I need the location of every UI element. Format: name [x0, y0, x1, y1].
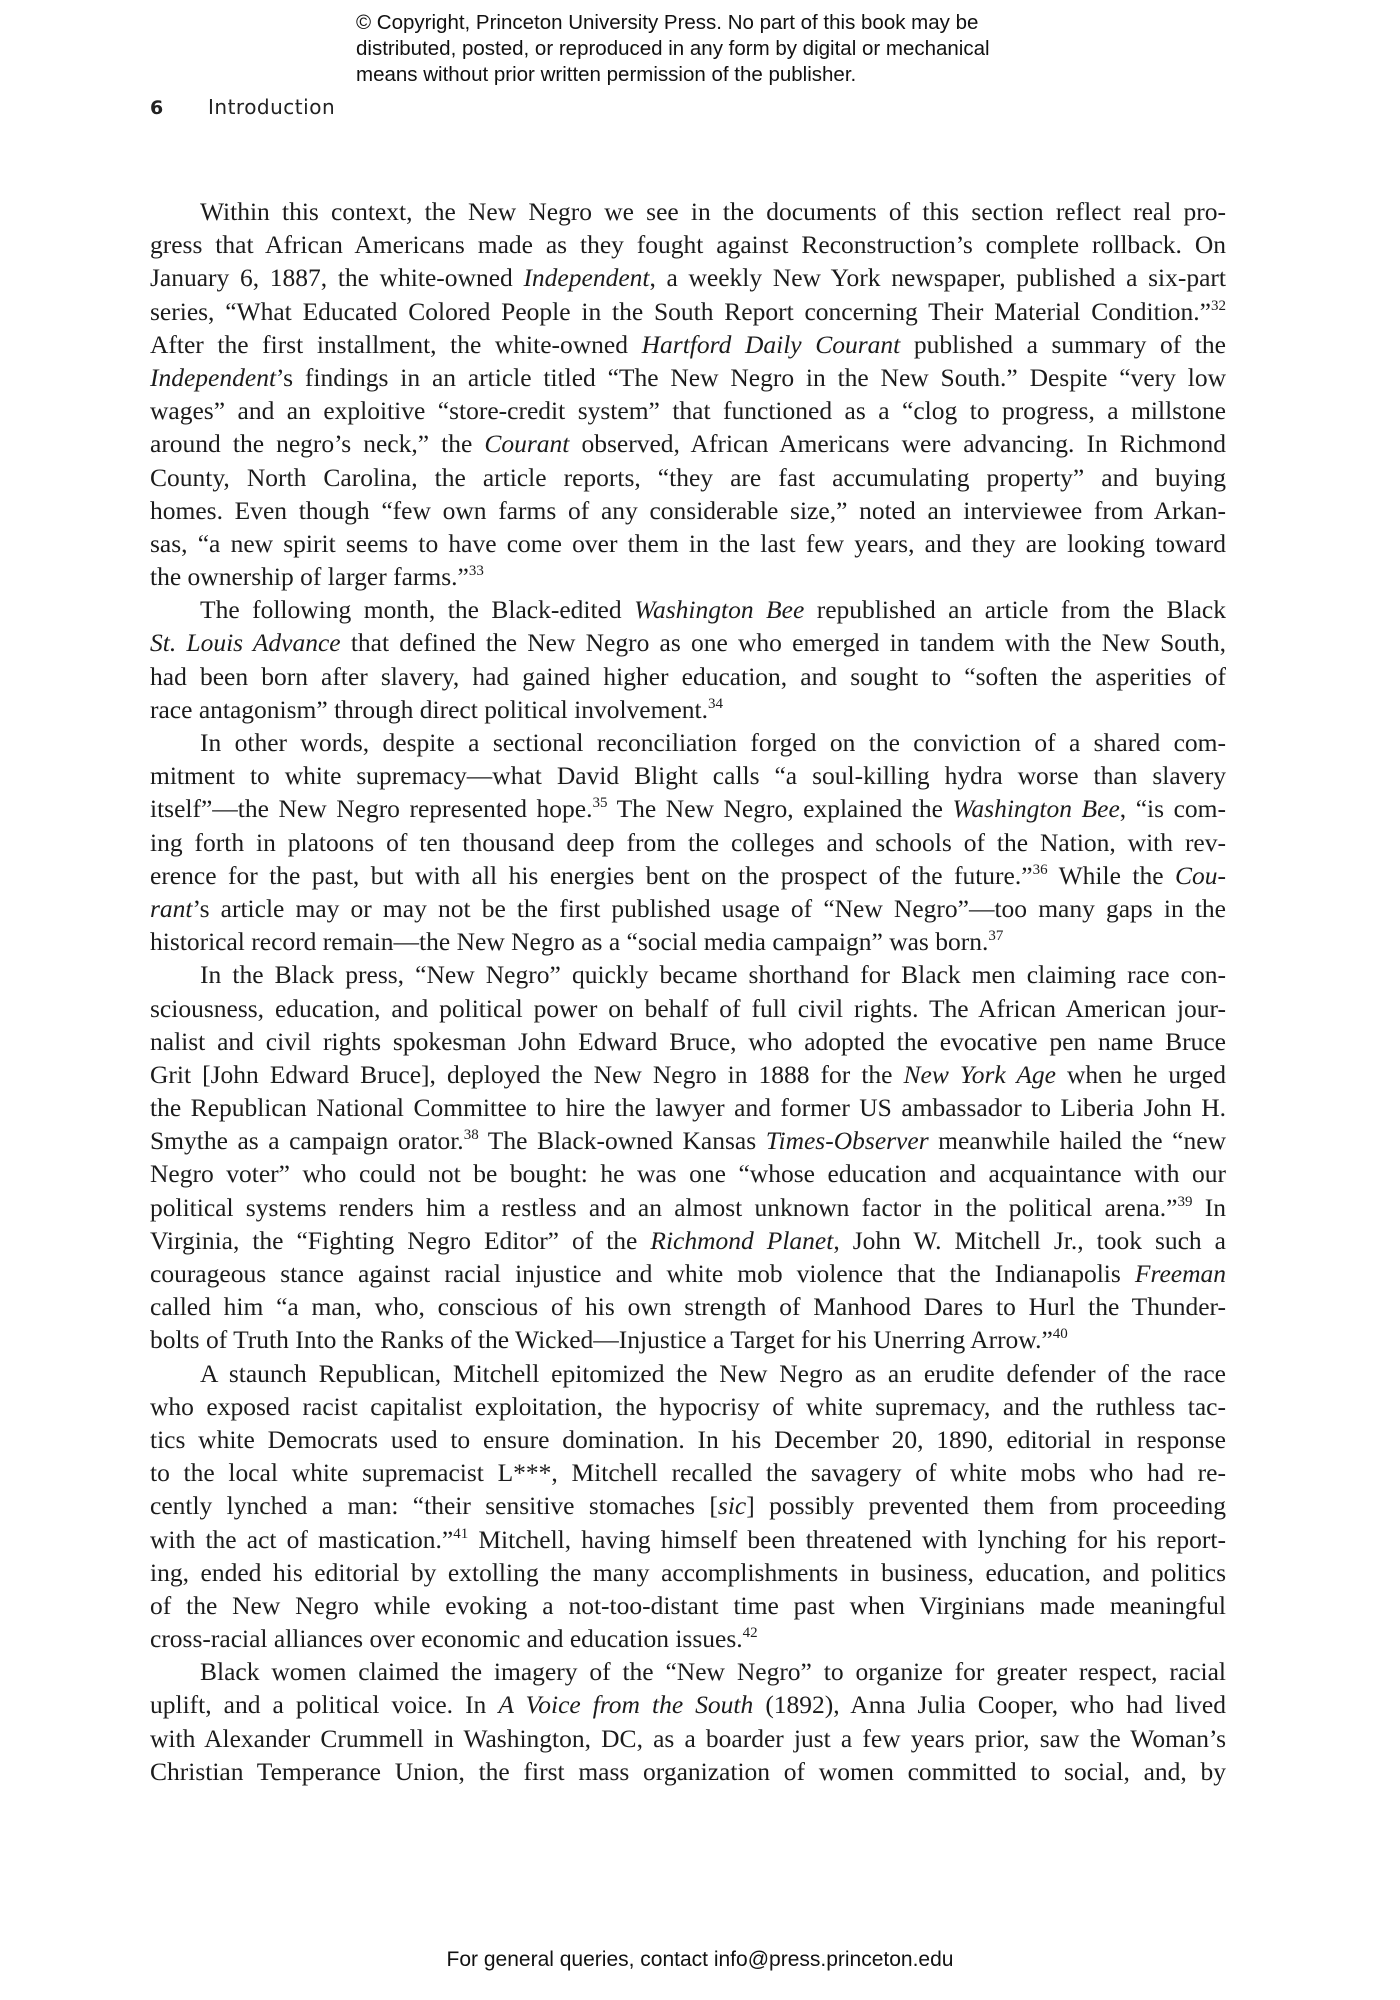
text-line: of the New Negro while evoking a not-too-distant time past when Virginians made meaningful — [150, 1590, 1226, 1620]
text-line: cently lynched a man: “their sensitive stomaches [sic] possibly prevented them from proceeding — [150, 1491, 1226, 1521]
page-number: 6 — [150, 97, 164, 119]
text-line: Within this context, the New Negro we see in the documents of this section reflect real pro- — [200, 197, 1226, 226]
copyright-line: means without prior written permission of the publisher. — [356, 63, 857, 86]
text-line: In other words, despite a sectional reconciliation forged on the conviction of a shared com- — [200, 728, 1226, 757]
text-line: to the local white supremacist L***, Mitchell recalled the savagery of white mobs who had re- — [150, 1458, 1226, 1488]
copyright-notice — [356, 10, 1076, 88]
text-line: ing, ended his editorial by extolling the many accomplishments in business, education, and politics — [150, 1557, 1226, 1587]
section-title: Introduction — [208, 95, 336, 119]
text-line: around the negro’s neck,” the Courant observed, African Americans were advancing. In Richmond — [150, 429, 1226, 459]
text-line: with Alexander Crummell in Washington, DC, as a boarder just a few years prior, saw the Woman’s — [150, 1723, 1226, 1753]
text-line: St. Louis Advance that defined the New Negro as one who emerged in tandem with the New South, — [150, 628, 1226, 658]
text-line: In the Black press, “New Negro” quickly became shorthand for Black men claiming race con- — [200, 960, 1226, 990]
text-line: A staunch Republican, Mitchell epitomized the New Negro as an erudite defender of the race — [200, 1358, 1226, 1388]
text-line: The following month, the Black-edited Washington Bee republished an article from the Black — [200, 595, 1226, 625]
text-line: courageous stance against racial injustice and white mob violence that the Indianapolis Freeman — [150, 1259, 1226, 1288]
text-line: who exposed racist capitalist exploitation, the hypocrisy of white supremacy, and the ruthless tac- — [150, 1391, 1226, 1421]
text-line: race antagonism” through direct political involvement.$^{34}$ — [150, 694, 723, 724]
text-line: erence for the past, but with all his energies bent on the prospect of the future.”$^{36}$ While the Cou- — [150, 860, 1226, 890]
text-line: After the first installment, the white-owned Hartford Daily Courant published a summary of the — [150, 329, 1226, 359]
text-line: series, “What Educated Colored People in the South Report concerning Their Material Condition.”$^{32}$ — [150, 296, 1226, 326]
paragraph — [150, 195, 1226, 593]
text-line: County, North Carolina, the article reports, “they are fast accumulating property” and buying — [150, 462, 1226, 492]
paragraph — [150, 1655, 1226, 1788]
text-line: Smythe as a campaign orator.$^{38}$ The Black-owned Kansas Times-Observer meanwhile hailed the “new — [150, 1126, 1226, 1156]
text-line: had been born after slavery, had gained higher education, and sought to “soften the asperities of — [150, 661, 1226, 691]
text-line: the Republican National Committee to hire the lawyer and former US ambassador to Liberia John H. — [150, 1093, 1226, 1123]
text-line: tics white Democrats used to ensure domination. In his December 20, 1890, editorial in response — [150, 1424, 1226, 1454]
text-line: with the act of mastication.”$^{41}$ Mitchell, having himself been threatened with lynching for his report- — [150, 1524, 1226, 1554]
text-line: bolts of Truth Into the Ranks of the Wicked—Injustice a Target for his Unerring Arrow.”$^{40}$ — [150, 1325, 1068, 1355]
text-line: uplift, and a political voice. In A Voice from the South (1892), Anna Julia Cooper, who had lived — [150, 1690, 1226, 1720]
text-line: historical record remain—the New Negro as a “social media campaign” was born.$^{37}$ — [150, 927, 1004, 957]
paragraph — [150, 958, 1226, 1356]
text-line: January 6, 1887, the white-owned Independent, a weekly New York newspaper, published a six-part — [150, 263, 1226, 293]
text-line: homes. Even though “few own farms of any considerable size,” noted an interviewee from Arkan- — [150, 495, 1226, 525]
text-line: the ownership of larger farms.”$^{33}$ — [150, 562, 484, 592]
copyright-line: © Copyright, Princeton University Press. No part of this book may be — [356, 11, 979, 34]
text-line: mitment to white supremacy—what David Blight calls “a soul-killing hydra worse than slavery — [150, 761, 1226, 791]
text-line: rant’s article may or may not be the first published usage of “New Negro”—too many gaps in the — [150, 893, 1226, 923]
text-line: cross-racial alliances over economic and education issues.$^{42}$ — [150, 1624, 758, 1654]
footer-contact: For general queries, contact info@press.princeton.edu — [446, 1948, 954, 1971]
paragraph — [150, 726, 1226, 958]
text-line: wages” and an exploitive “store-credit system” that functioned as a “clog to progress, a millstone — [150, 396, 1226, 426]
running-head — [150, 95, 335, 119]
text-line: called him “a man, who, conscious of his own strength of Manhood Dares to Hurl the Thunder- — [150, 1292, 1226, 1322]
body-text — [150, 195, 1226, 1788]
text-line: Christian Temperance Union, the first mass organization of women committed to social, and, by — [150, 1756, 1226, 1786]
text-line: ing forth in platoons of ten thousand deep from the colleges and schools of the Nation, with rev- — [150, 827, 1226, 857]
text-line: Negro voter” who could not be bought: he was one “whose education and acquaintance with our — [150, 1159, 1226, 1189]
paragraph — [150, 593, 1226, 726]
copyright-line: distributed, posted, or reproduced in any form by digital or mechanical — [356, 37, 990, 60]
paragraph — [150, 1357, 1226, 1656]
text-line: political systems renders him a restless and an almost unknown factor in the political arena.”$^{39}$ In — [150, 1192, 1227, 1222]
text-line: sas, “a new spirit seems to have come over them in the last few years, and they are looking toward — [150, 528, 1226, 558]
text-line: Grit [John Edward Bruce], deployed the New Negro in 1888 for the New York Age when he urged — [150, 1059, 1226, 1089]
text-line: nalist and civil rights spokesman John Edward Bruce, who adopted the evocative pen name Bruce — [150, 1026, 1226, 1056]
text-line: sciousness, education, and political power on behalf of full civil rights. The African American jour- — [150, 993, 1226, 1023]
text-line: gress that African Americans made as they fought against Reconstruction’s complete rollback. On — [150, 230, 1226, 260]
text-line: Black women claimed the imagery of the “New Negro” to organize for greater respect, racial — [200, 1657, 1226, 1687]
text-line: itself”—the New Negro represented hope.$^{35}$ The New Negro, explained the Washington Bee, “is com- — [150, 794, 1226, 824]
text-line: Virginia, the “Fighting Negro Editor” of the Richmond Planet, John W. Mitchell Jr., took such a — [150, 1225, 1226, 1255]
text-line: Independent’s findings in an article titled “The New Negro in the New South.” Despite “very low — [150, 362, 1226, 392]
